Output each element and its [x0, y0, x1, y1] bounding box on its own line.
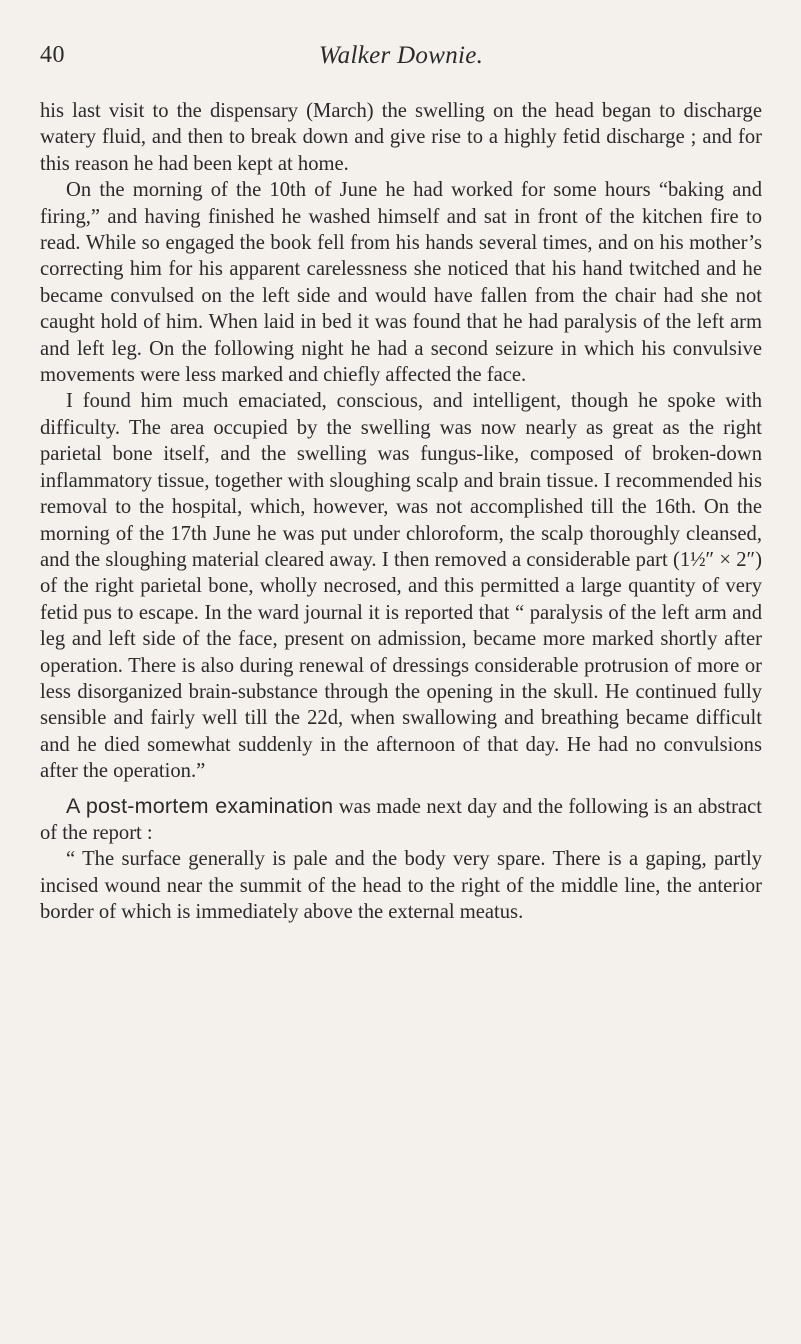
paragraph-continuation: his last visit to the dispensary (March) the swelling on the head began to discharge watery fluid, and then to break down and give rise to a highly fetid discharge ; and for this reason he had been kept at home.	[40, 100, 762, 175]
paragraph-report-quote: “ The surface generally is pale and the body very spare. There is a gaping, partly incised wound near the summit of the head to the right of the middle line, the anterior border of which is immediately above the external meatus.	[40, 848, 762, 924]
paragraph-post-mortem	[40, 793, 762, 847]
body-text	[40, 98, 762, 926]
paragraph-seizure: On the morning of the 10th of June he had worked for some hours “baking and firing,” and having finished he washed himself and sat in front of the kitchen fire to read. While so engaged the book fell from his hands several times, and on his mother’s correcting him for his apparent carelessness she noticed that his hand twitched and he became convulsed on the left side and would have fallen from the chair had she not caught hold of him. When laid in bed it was found that he had paralysis of the left arm and left leg. On the following night he had a second seizure in which his convulsive movements were less marked and chiefly affected the face.	[40, 179, 762, 387]
running-head: Walker Downie.	[318, 42, 484, 69]
post-mortem-rest: was made next day and the following is an abstract of the report :	[40, 795, 763, 844]
page-number: 40	[40, 42, 65, 68]
post-mortem-lead: A post-mortem examination	[66, 793, 334, 818]
paragraph-examination: I found him much emaciated, conscious, and intelligent, though he spoke with difficulty. The area occupied by the swelling was now nearly as great as the right parietal bone itself, and the swelling was fungus-like, composed of broken-down inflammatory tissue, together with sloughing scalp and brain tissue. I recommended his removal to the hospital, which, however, was not accomplished till the 16th. On the morning of the 17th June he was put under chloroform, the scalp thoroughly cleansed, and the sloughing material cleared away. I then removed a considerable part (1½″ × 2″) of the right parietal bone, wholly necrosed, and this permitted a large quantity of very fetid pus to escape. In the ward journal it is reported that “ paralysis of the left arm and leg and left side of the face, present on admission, became more marked shortly after operation. There is also during renewal of dressings considerable protrusion of more or less disorganized brain-substance through the opening in the skull. He continued fully sensible and fairly well till the 22d, when swallowing and breathing became difficult and he died somewhat suddenly in the afternoon of that day. He had no convulsions after the operation.”	[40, 390, 762, 783]
page-header	[40, 42, 762, 82]
